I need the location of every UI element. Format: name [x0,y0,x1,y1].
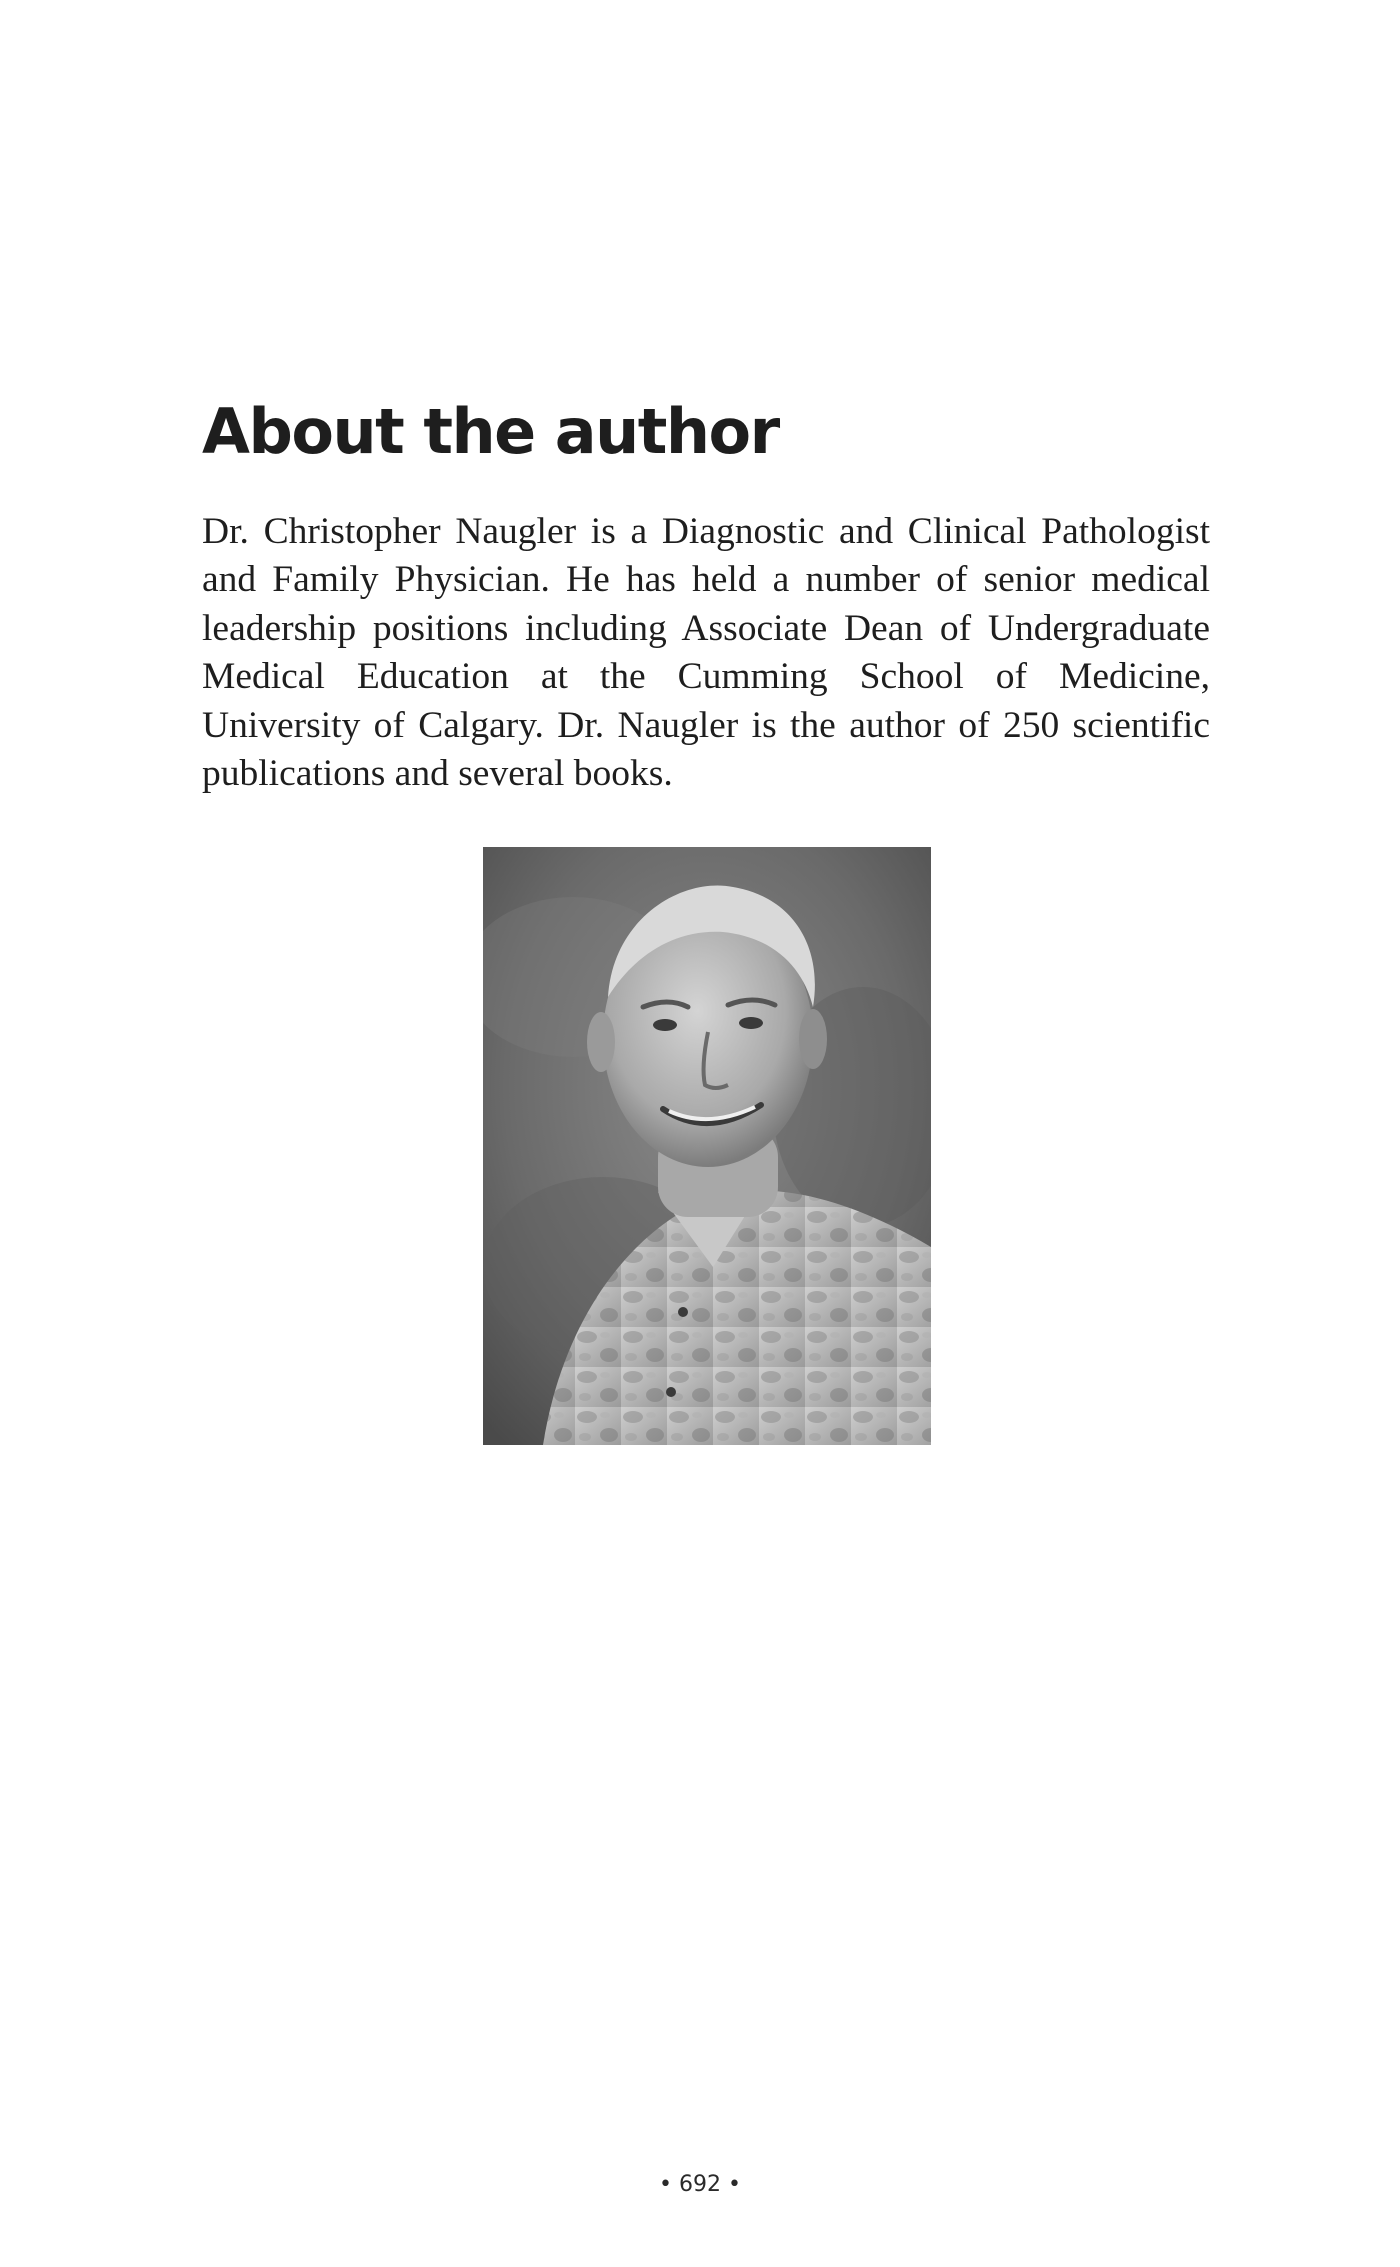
page-number: • 692 • [659,2172,741,2197]
section-heading: About the author [202,395,779,468]
author-portrait-illustration [483,847,931,1445]
author-biography: Dr. Christopher Naugler is a Diagnostic and Clinical Pathologist and Family Physician. He has held a number of senior medical leadership positions including Associate Dean of Undergraduate Medical Education at the Cumming School of Medicine, University of Calgary. Dr. Naugler is the author of 250 scientific publications and several books. [202,511,1210,795]
author-photo [483,847,931,1445]
